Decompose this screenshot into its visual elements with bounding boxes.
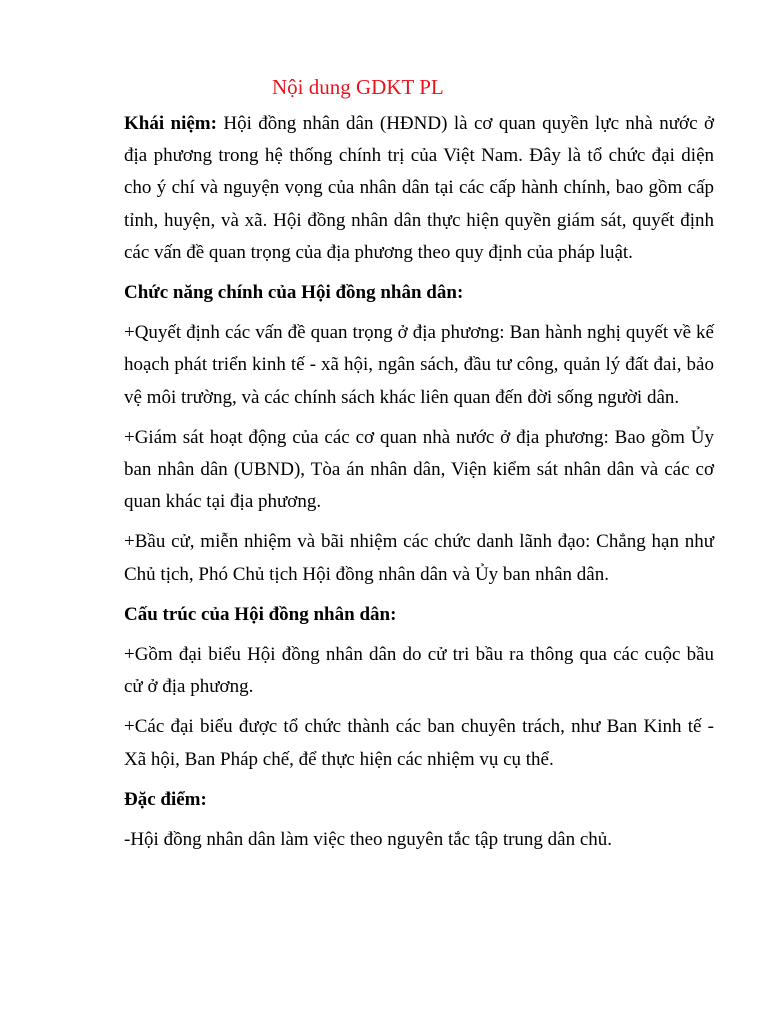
feature-item-1: -Hội đồng nhân dân làm việc theo nguyên tắc tập trung dân chủ.: [124, 829, 613, 851]
function-item-1: +Quyết định các vấn đề quan trọng ở địa phương: Ban hành nghị quyết về kế hoạch phát triển kinh tế - xã hội, ngân sách, đầu tư công, quản lý đất đai, bảo vệ môi trường, và các chính sách khác liên quan đến đời sống người dân.: [124, 322, 714, 408]
concept-label: Khái niệm:: [124, 113, 217, 134]
document-title: Nội dung GDKT PL: [272, 75, 444, 99]
structure-item-1: +Gồm đại biểu Hội đồng nhân dân do cử tri bầu ra thông qua các cuộc bầu cử ở địa phương.: [124, 644, 714, 698]
function-item-2: +Giám sát hoạt động của các cơ quan nhà nước ở địa phương: Bao gồm Ủy ban nhân dân (UBND), Tòa án nhân dân, Viện kiểm sát nhân dân và các cơ quan khác tại địa phương.: [124, 426, 714, 513]
functions-heading: Chức năng chính của Hội đồng nhân dân:: [124, 282, 464, 304]
features-heading: Đặc điểm:: [124, 788, 207, 810]
concept-text: Hội đồng nhân dân (HĐND) là cơ quan quyền lực nhà nước ở địa phương trong hệ thống chính trị của Việt Nam. Đây là tổ chức đại diện cho ý chí và nguyện vọng của nhân dân tại các cấp hành chính, bao gồm cấp tỉnh, huyện, và xã. Hội đồng nhân dân thực hiện quyền giám sát, quyết định các vấn đề quan trọng của địa phương theo quy định của pháp luật.: [124, 113, 714, 263]
concept-paragraph: [124, 108, 714, 269]
function-item-3: +Bầu cử, miễn nhiệm và bãi nhiệm các chức danh lãnh đạo: Chẳng hạn như Chủ tịch, Phó Chủ tịch Hội đồng nhân dân và Ủy ban nhân dân.: [124, 531, 714, 585]
structure-heading: Cấu trúc của Hội đồng nhân dân:: [124, 603, 397, 625]
structure-item-2: +Các đại biểu được tổ chức thành các ban chuyên trách, như Ban Kinh tế - Xã hội, Ban Pháp chế, để thực hiện các nhiệm vụ cụ thể.: [124, 716, 714, 770]
